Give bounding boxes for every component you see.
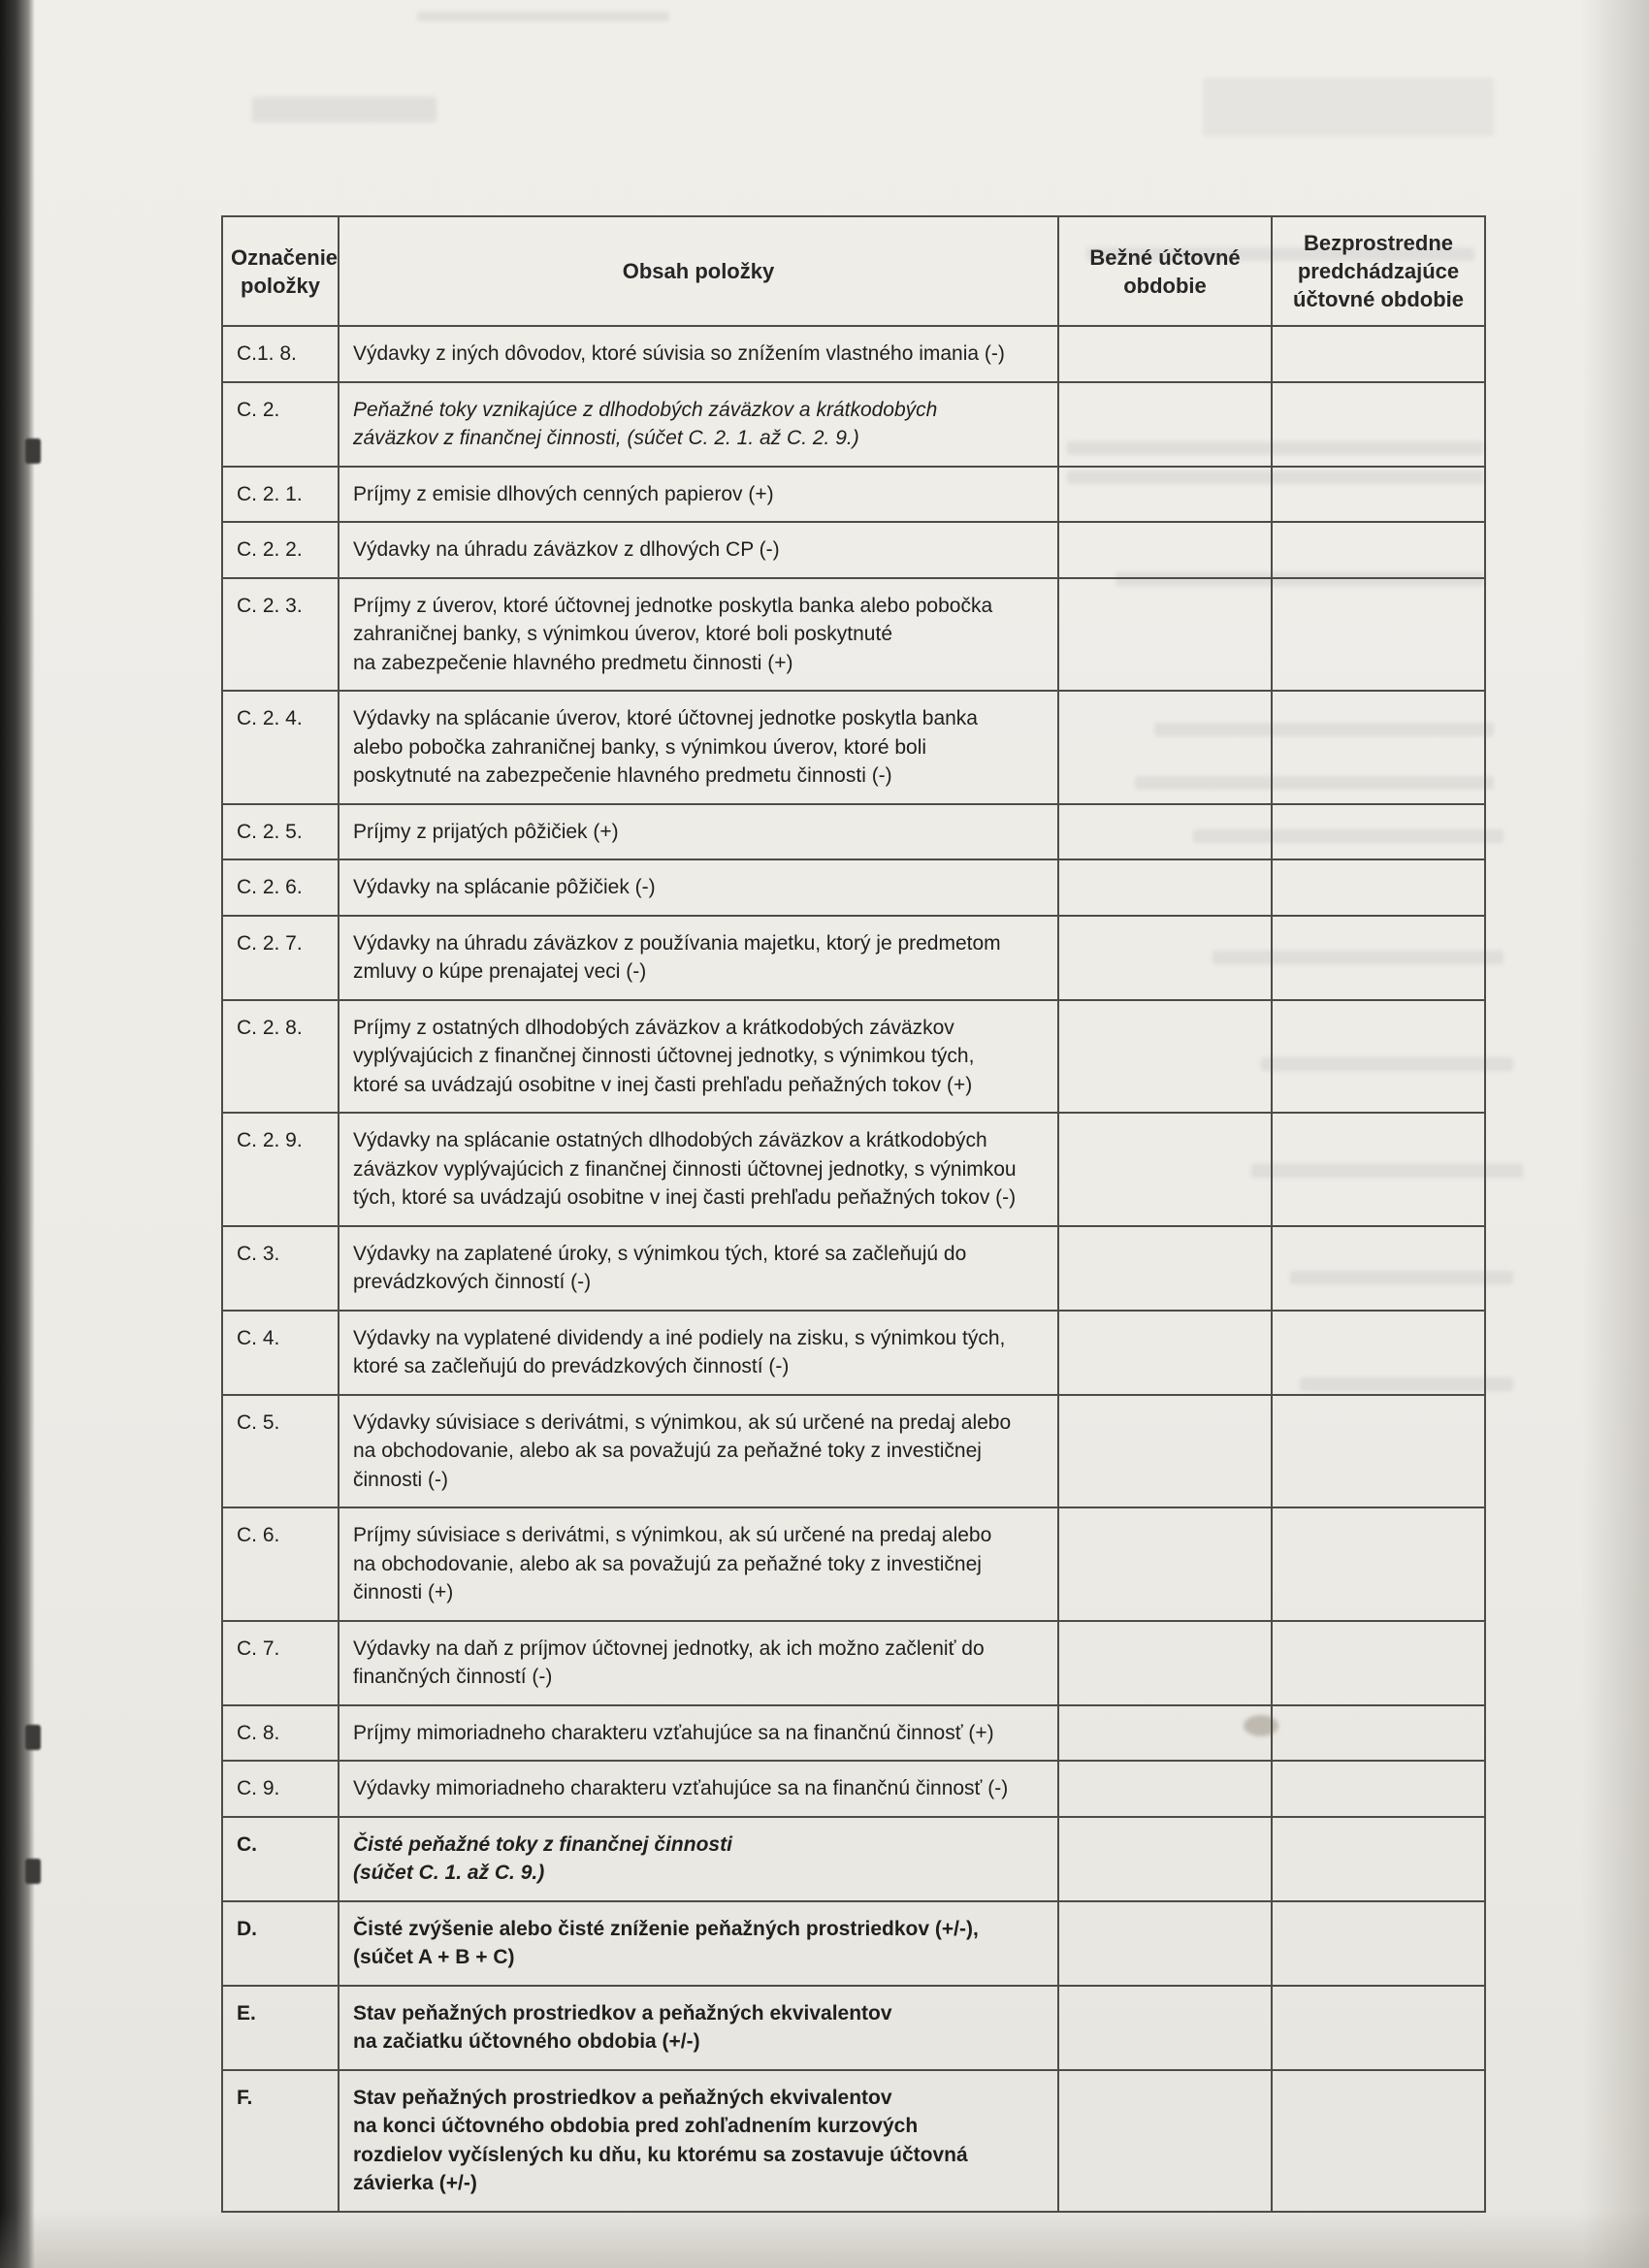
item-description [339,1226,1058,1311]
current-period-value [1058,1507,1272,1621]
table-row [222,859,1485,916]
item-description-line: Príjmy mimoriadneho charakteru vzťahujúce sa na finančnú činnosť (+) [353,1721,994,1744]
previous-period-value [1272,804,1485,860]
previous-period-value [1272,1000,1485,1114]
table-row [222,1986,1485,2070]
table-row [222,326,1485,382]
item-description [339,859,1058,916]
item-code: C. 5. [222,1395,339,1508]
current-period-value [1058,1986,1272,2070]
current-period-value [1058,1113,1272,1226]
current-period-value [1058,382,1272,467]
item-description-line: Príjmy z emisie dlhových cenných papierov (+) [353,482,774,505]
previous-period-value [1272,522,1485,578]
item-description-line: na obchodovanie, alebo ak sa považujú za peňažné toky z investičnej [353,1552,982,1575]
binder-mark [25,1859,41,1884]
item-code: C.1. 8. [222,326,339,382]
current-period-value [1058,916,1272,1000]
item-description-line: záväzkov z finančnej činnosti, (súčet C. 2. 1. až C. 2. 9.) [353,427,859,449]
table-head-row [222,216,1485,326]
item-code: C. 2. 7. [222,916,339,1000]
previous-period-value [1272,326,1485,382]
item-description-line: (súčet A + B + C) [353,1946,515,1968]
previous-period-value [1272,1507,1485,1621]
current-period-value [1058,467,1272,523]
table-row [222,1705,1485,1762]
current-period-value [1058,578,1272,692]
page-right-shade [1581,0,1649,2268]
table-row [222,804,1485,860]
table-row [222,916,1485,1000]
item-description-line: činnosti (-) [353,1468,449,1491]
table-row [222,578,1485,692]
previous-period-value [1272,1113,1485,1226]
current-period-value [1058,1817,1272,1901]
item-code: D. [222,1901,339,1986]
item-description [339,1000,1058,1114]
item-description-line: vyplývajúcich z finančnej činnosti účtovnej jednotky, s výnimkou tých, [353,1045,975,1067]
item-description-line: Príjmy súvisiace s derivátmi, s výnimkou, ak sú určené na predaj alebo [353,1524,992,1546]
current-period-value [1058,522,1272,578]
column-header: Bezprostredne predchádzajúce účtovné obdobie [1272,216,1485,326]
item-description-line: na konci účtovného obdobia pred zohľadnením kurzových [353,2115,919,2137]
item-description-line: alebo pobočka zahraničnej banky, s výnimkou úverov, ktoré boli [353,735,927,759]
item-description-line: tých, ktoré sa uvádzajú osobitne v inej časti prehľadu peňažných tokov (-) [353,1186,1017,1209]
item-description [339,2070,1058,2212]
page-bottom-shade [0,2210,1649,2268]
item-description-line: Čisté peňažné toky z finančnej činnosti [353,1832,732,1856]
current-period-value [1058,1761,1272,1817]
item-description [339,1507,1058,1621]
item-code: E. [222,1986,339,2070]
current-period-value [1058,1705,1272,1762]
item-description-line: Výdavky na splácanie pôžičiek (-) [353,876,656,898]
item-description-line: Čisté zvýšenie alebo čisté zníženie peňažných prostriedkov (+/-), [353,1917,979,1940]
item-description [339,916,1058,1000]
item-description-line: na obchodovanie, alebo ak sa považujú za peňažné toky z investičnej [353,1440,982,1462]
bleed-through-artifact [252,97,436,122]
previous-period-value [1272,1226,1485,1311]
item-description-line: Stav peňažných prostriedkov a peňažných ekvivalentov [353,2086,892,2109]
previous-period-value [1272,1395,1485,1508]
binder-mark [25,1725,41,1750]
current-period-value [1058,326,1272,382]
item-code: C. 4. [222,1311,339,1395]
current-period-value [1058,1395,1272,1508]
previous-period-value [1272,859,1485,916]
previous-period-value [1272,1986,1485,2070]
item-description [339,1705,1058,1762]
item-description-line: činnosti (+) [353,1581,454,1604]
item-code: C. 2. 6. [222,859,339,916]
item-description [339,1311,1058,1395]
item-description-line: Výdavky súvisiace s derivátmi, s výnimkou, ak sú určené na predaj alebo [353,1410,1012,1434]
item-code: C. 2. 5. [222,804,339,860]
current-period-value [1058,1621,1272,1705]
previous-period-value [1272,1817,1485,1901]
table-row [222,2070,1485,2212]
item-description-line: na zabezpečenie hlavného predmetu činnosti (+) [353,651,793,674]
item-code: C. 3. [222,1226,339,1311]
previous-period-value [1272,1901,1485,1986]
item-code: C. 2. 9. [222,1113,339,1226]
item-description-line: Výdavky na daň z príjmov účtovnej jednotky, ak ich možno začleniť do [353,1636,985,1660]
item-description [339,326,1058,382]
item-description-line: Výdavky z iných dôvodov, ktoré súvisia so znížením vlastného imania (-) [353,342,1005,365]
item-description-line: rozdielov vyčíslených ku dňu, ku ktorému sa zostavuje účtovná [353,2143,968,2166]
current-period-value [1058,691,1272,804]
item-description [339,1986,1058,2070]
item-code: C. 8. [222,1705,339,1762]
previous-period-value [1272,1311,1485,1395]
current-period-value [1058,804,1272,860]
item-description-line: zmluvy o kúpe prenajatej veci (-) [353,960,647,983]
table-row [222,1901,1485,1986]
current-period-value [1058,1226,1272,1311]
item-code: C. 2. [222,382,339,467]
table-row [222,1113,1485,1226]
table-row [222,1817,1485,1901]
item-description [339,467,1058,523]
item-description [339,691,1058,804]
previous-period-value [1272,1761,1485,1817]
item-description-line: Výdavky na vyplatené dividendy a iné podiely na zisku, s výnimkou tých, [353,1326,1006,1349]
item-description-line: Výdavky na úhradu záväzkov z používania majetku, ktorý je predmetom [353,931,1001,955]
column-header: Obsah položky [339,216,1058,326]
table-row [222,522,1485,578]
item-description-line: Výdavky na úhradu záväzkov z dlhových CP (-) [353,538,780,561]
item-description-line: Príjmy z ostatných dlhodobých záväzkov a krátkodobých záväzkov [353,1016,954,1039]
current-period-value [1058,2070,1272,2212]
item-description [339,522,1058,578]
table-row [222,1621,1485,1705]
item-description-line: Príjmy z prijatých pôžičiek (+) [353,820,619,843]
table-row [222,382,1485,467]
item-description [339,1113,1058,1226]
column-header: Označenie položky [222,216,339,326]
scanner-edge-shadow [0,0,35,2268]
item-description-line: Výdavky mimoriadneho charakteru vzťahujúce sa na finančnú činnosť (-) [353,1777,1009,1799]
item-description [339,804,1058,860]
item-description [339,382,1058,467]
item-description-line: Príjmy z úverov, ktoré účtovnej jednotke poskytla banka alebo pobočka [353,594,993,617]
item-code: C. 6. [222,1507,339,1621]
table-row [222,691,1485,804]
previous-period-value [1272,691,1485,804]
previous-period-value [1272,467,1485,523]
cash-flow-statement-table [221,215,1486,2213]
column-header: Bežné účtovné obdobie [1058,216,1272,326]
table-body [222,326,1485,2212]
item-description-line: Výdavky na splácanie úverov, ktoré účtovnej jednotke poskytla banka [353,707,978,729]
bleed-through-artifact [1203,78,1494,136]
item-description-line: na začiatku účtovného obdobia (+/-) [353,2030,700,2053]
item-description-line: Stav peňažných prostriedkov a peňažných ekvivalentov [353,2001,892,2025]
item-description-line: (súčet C. 1. až C. 9.) [353,1862,545,1884]
current-period-value [1058,1311,1272,1395]
item-description-line: záväzkov vyplývajúcich z finančnej činnosti účtovnej jednotky, s výnimkou [353,1157,1017,1181]
table-row [222,1507,1485,1621]
current-period-value [1058,1000,1272,1114]
item-code: C. 2. 1. [222,467,339,523]
item-description [339,1761,1058,1817]
previous-period-value [1272,382,1485,467]
previous-period-value [1272,1705,1485,1762]
item-description-line: ktoré sa uvádzajú osobitne v inej časti prehľadu peňažných tokov (+) [353,1073,973,1096]
item-description [339,1817,1058,1901]
table-row [222,1395,1485,1508]
item-description [339,1395,1058,1508]
table-row [222,1311,1485,1395]
item-code: C. 2. 3. [222,578,339,692]
item-description-line: poskytnuté na zabezpečenie hlavného predmetu činnosti (-) [353,764,892,787]
current-period-value [1058,859,1272,916]
item-code: F. [222,2070,339,2212]
item-code: C. 2. 4. [222,691,339,804]
current-period-value [1058,1901,1272,1986]
item-description-line: finančných činností (-) [353,1666,553,1688]
item-description-line: zahraničnej banky, s výnimkou úverov, ktoré boli poskytnuté [353,623,892,645]
table-row [222,467,1485,523]
item-code: C. 7. [222,1621,339,1705]
previous-period-value [1272,916,1485,1000]
item-description [339,1901,1058,1986]
item-description-line: závierka (+/-) [353,2172,477,2194]
previous-period-value [1272,1621,1485,1705]
item-code: C. 2. 8. [222,1000,339,1114]
previous-period-value [1272,578,1485,692]
bleed-through-artifact [417,12,669,21]
item-description [339,1621,1058,1705]
table-row [222,1761,1485,1817]
item-description-line: Výdavky na splácanie ostatných dlhodobých záväzkov a krátkodobých [353,1129,987,1151]
table-row [222,1226,1485,1311]
item-description-line: Peňažné toky vznikajúce z dlhodobých záväzkov a krátkodobých [353,398,938,421]
previous-period-value [1272,2070,1485,2212]
item-code: C. 2. 2. [222,522,339,578]
table-row [222,1000,1485,1114]
item-code: C. 9. [222,1761,339,1817]
item-description-line: Výdavky na zaplatené úroky, s výnimkou tých, ktoré sa začleňujú do [353,1242,967,1265]
item-description [339,578,1058,692]
item-code: C. [222,1817,339,1901]
item-description-line: prevádzkových činností (-) [353,1271,592,1293]
item-description-line: ktoré sa začleňujú do prevádzkových činností (-) [353,1355,790,1377]
binder-mark [25,438,41,464]
